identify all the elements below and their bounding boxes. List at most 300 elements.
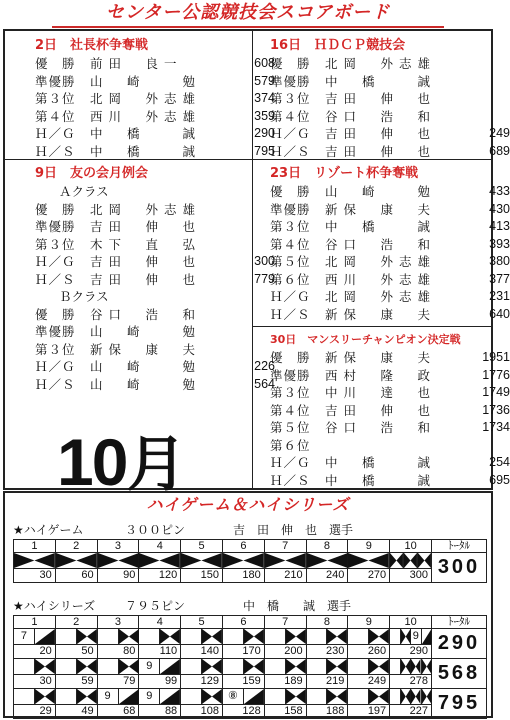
frame-marks [98, 629, 139, 644]
rank-label: 第３位 [35, 341, 76, 357]
strike-mark [244, 659, 264, 674]
result-row [270, 437, 510, 455]
player-name: 中川 達 也 [325, 385, 437, 400]
frame-cell [390, 629, 432, 659]
spare-mark [422, 629, 431, 644]
frame-cell [14, 553, 56, 583]
frame-marks [56, 689, 97, 704]
rank-label: 第４位 [270, 236, 311, 252]
frame-marks [56, 553, 97, 568]
frame-cumulative: 50 [56, 644, 97, 658]
total-score: 795 [432, 689, 487, 719]
player-name: 中 橋 誠 [90, 126, 202, 141]
frame-cell [97, 553, 139, 583]
pin-count [390, 659, 400, 674]
strike-mark [286, 659, 306, 674]
result-row [270, 367, 510, 385]
rank-label: Ｈ／Ｓ [35, 143, 76, 159]
frame-cell [264, 659, 306, 689]
row-divider-right [252, 326, 491, 327]
result-row [35, 108, 275, 126]
rank-label: Ｈ／Ｇ [270, 126, 311, 141]
result-row [270, 73, 510, 91]
player-name: 新保 康 夫 [325, 201, 437, 217]
section-day9 [35, 165, 275, 393]
player-name: 山 崎 勉 [90, 359, 202, 374]
frame-marks [390, 629, 431, 644]
result-row [270, 454, 510, 472]
strike-mark [327, 629, 347, 644]
score-value: 413 [489, 219, 510, 233]
strike-mark [411, 659, 421, 674]
player-name: 新保 康 夫 [325, 350, 437, 365]
results-board [3, 29, 510, 500]
frame-cumulative: 30 [14, 568, 55, 582]
frame-cumulative: 20 [14, 644, 55, 658]
spare-mark [35, 629, 55, 644]
rank-label: Ｈ／Ｓ [35, 376, 76, 392]
high-series-label: ★ハイシリーズ [13, 599, 96, 613]
frame-cell [390, 689, 432, 719]
frame-number: 4 [139, 540, 181, 553]
pin-count [223, 629, 244, 644]
frame-cell [97, 629, 139, 659]
frame-cell [306, 553, 348, 583]
pin-count [56, 659, 77, 674]
frame-number: 7 [264, 540, 306, 553]
rank-label: 第５位 [270, 254, 311, 269]
pin-count [265, 659, 286, 674]
strike-mark [98, 553, 139, 568]
frame-number: 6 [222, 616, 264, 629]
strike-mark [327, 659, 347, 674]
strike-mark [286, 689, 306, 704]
section-day16 [270, 37, 510, 160]
player-name: 木下 直 弘 [90, 236, 202, 252]
player-name: 中 橋 誠 [325, 472, 437, 488]
total-score: 568 [432, 659, 487, 689]
strike-mark [77, 629, 97, 644]
frame-marks [307, 629, 348, 644]
strike-mark [286, 629, 306, 644]
strike-mark [77, 659, 97, 674]
strike-mark [404, 553, 418, 568]
frame-number: 5 [181, 616, 223, 629]
score-value: 695 [489, 472, 510, 487]
pin-count [390, 689, 400, 704]
player-name: 吉田 伸 也 [90, 219, 202, 234]
rank-label: 優 勝 [35, 56, 76, 71]
player-name: 谷口 浩 和 [90, 306, 202, 322]
score-value: 359 [254, 108, 275, 123]
strike-mark [202, 629, 222, 644]
pin-count-text: 7 [20, 630, 28, 642]
strike-mark [369, 629, 389, 644]
total-header: ﾄｰﾀﾙ [432, 616, 487, 629]
rank-label: 第３位 [270, 91, 311, 106]
result-rows [35, 306, 275, 394]
result-row [35, 236, 275, 254]
frame-cell [14, 629, 56, 659]
result-row [35, 323, 275, 341]
rank-label: 第３位 [35, 236, 76, 252]
rank-label: 第６位 [270, 437, 311, 453]
strike-mark [401, 659, 411, 674]
player-name: 吉田 伸 也 [325, 91, 437, 106]
frame-cumulative: 79 [98, 674, 139, 688]
frame-marks [139, 553, 180, 568]
frame-marks [14, 553, 55, 568]
frame-cell [139, 659, 181, 689]
result-row [35, 306, 275, 324]
rank-label: 準優勝 [35, 219, 76, 234]
frame-cell [139, 553, 181, 583]
pin-count [139, 629, 160, 644]
frame-cell [306, 689, 348, 719]
total-score: 300 [432, 553, 487, 583]
rank-label: 第６位 [270, 271, 311, 287]
frame-cumulative: 189 [265, 674, 306, 688]
section-title: 2日 社長杯争奪戦 [35, 38, 149, 53]
score-value: 1749 [482, 385, 510, 399]
strike-mark [119, 629, 139, 644]
pin-count [56, 689, 77, 704]
pin-count [139, 689, 160, 704]
result-row [270, 306, 510, 324]
frame-marks [98, 659, 139, 674]
frame-cell [348, 629, 390, 659]
frame-marks [139, 629, 180, 644]
result-row [270, 384, 510, 402]
pin-count [56, 629, 77, 644]
month-label [57, 427, 184, 500]
frame-marks [265, 659, 306, 674]
score-value: 579 [254, 73, 275, 88]
frame-marks [223, 659, 264, 674]
frame-number: 10 [390, 540, 432, 553]
strike-mark [119, 659, 139, 674]
strike-mark [401, 629, 411, 644]
result-row [270, 125, 510, 143]
pin-count-text: 9 [104, 690, 111, 702]
result-row [270, 472, 510, 490]
frame-number: 10 [390, 616, 432, 629]
result-row [270, 236, 510, 254]
pin-count [223, 659, 244, 674]
frame-marks [307, 689, 348, 704]
player-name: 北岡 外志雄 [325, 289, 437, 304]
score-value: 795 [254, 143, 275, 158]
high-score-panel [3, 491, 493, 718]
frame-cumulative: 200 [265, 644, 306, 658]
result-row [35, 358, 275, 376]
score-value: 377 [489, 271, 510, 286]
rank-label: Ｈ／Ｇ [270, 289, 311, 304]
strike-mark [14, 553, 55, 568]
frame-cumulative: 59 [56, 674, 97, 688]
score-value: 290 [254, 126, 275, 140]
rank-label: 優 勝 [35, 201, 76, 217]
strike-mark [244, 629, 264, 644]
frame-number: 4 [139, 616, 181, 629]
rank-label: 準優勝 [35, 73, 76, 89]
player-name: 中 橋 誠 [325, 73, 437, 89]
strike-mark [422, 689, 431, 704]
result-row [35, 341, 275, 359]
strike-mark [327, 689, 347, 704]
result-rows [270, 183, 510, 323]
pin-count [307, 629, 328, 644]
score-value: 380 [489, 254, 510, 268]
frame-cumulative: 60 [56, 568, 97, 582]
frame-number: 8 [306, 540, 348, 553]
frame-cell [264, 689, 306, 719]
high-series-player: 中 橋 誠 選手 [243, 599, 352, 613]
strike-mark [35, 689, 55, 704]
frame-marks [223, 553, 264, 568]
pin-count [181, 689, 202, 704]
result-row [270, 90, 510, 108]
result-row [270, 183, 510, 201]
section-title: 23日 リゾート杯争奪戦 [270, 166, 419, 181]
strike-mark [390, 553, 404, 568]
section-title: 30日 マンスリーチャンピオン決定戦 [270, 333, 461, 346]
frame-cumulative: 170 [223, 644, 264, 658]
total-score: 290 [432, 629, 487, 659]
frame-cumulative: 110 [139, 644, 180, 658]
result-row [270, 288, 510, 306]
frame-cumulative: 129 [181, 674, 222, 688]
rank-label: Ｈ／Ｇ [35, 254, 76, 269]
frame-cell [348, 553, 390, 583]
pin-count [390, 629, 400, 644]
score-value: 779 [254, 271, 275, 286]
frame-cell [55, 553, 97, 583]
frame-cumulative: 158 [265, 704, 306, 718]
player-name: 北岡 外志雄 [325, 254, 437, 269]
result-row [270, 143, 510, 161]
frame-cumulative: 30 [14, 674, 55, 688]
frame-cumulative: 249 [348, 674, 389, 688]
high-game-label: ★ハイゲーム [13, 523, 84, 537]
frame-number: 5 [181, 540, 223, 553]
player-name: 北岡 外志雄 [90, 91, 202, 106]
frame-marks [390, 553, 431, 568]
frame-cumulative: 180 [223, 568, 264, 582]
player-name: 西川 外志雄 [325, 271, 437, 287]
rank-label: Ｈ／Ｓ [35, 271, 76, 287]
frame-number: 8 [306, 616, 348, 629]
player-name: 吉田 伸 也 [90, 271, 202, 287]
pin-count [14, 659, 35, 674]
frame-cell [97, 659, 139, 689]
frame-cell [306, 629, 348, 659]
pin-count [348, 689, 369, 704]
result-row [35, 55, 275, 73]
spare-mark [160, 659, 180, 674]
frame-cell [55, 689, 97, 719]
frame-cumulative: 197 [348, 704, 389, 718]
total-header: ﾄｰﾀﾙ [432, 540, 487, 553]
frame-number: 1 [14, 616, 56, 629]
score-value: 608 [254, 56, 275, 70]
high-series-scorecard [13, 615, 487, 719]
spare-mark [244, 689, 264, 704]
frame-cumulative: 290 [390, 644, 431, 658]
score-value: 430 [489, 201, 510, 216]
score-value: 1776 [482, 367, 510, 382]
result-row [35, 143, 275, 161]
strike-mark [202, 659, 222, 674]
class-b-heading: Ｂクラス [59, 289, 109, 304]
frame-number: 9 [348, 616, 390, 629]
pin-count [265, 689, 286, 704]
frame-marks [181, 553, 222, 568]
frame-number: 7 [264, 616, 306, 629]
player-name: 山 崎 勉 [325, 184, 437, 199]
rank-label: 準優勝 [270, 367, 311, 383]
frame-cumulative: 227 [390, 704, 431, 718]
frame-cell [97, 689, 139, 719]
frame-marks [14, 629, 55, 644]
result-row [35, 201, 275, 219]
result-row [270, 419, 510, 437]
strike-mark [422, 659, 431, 674]
frame-cumulative: 68 [98, 704, 139, 718]
player-name: 山 崎 勉 [90, 73, 202, 89]
rank-label: 優 勝 [270, 350, 311, 365]
frame-cell [181, 689, 223, 719]
rank-label: 第４位 [35, 108, 76, 124]
pin-count-text: 9 [412, 630, 419, 642]
frame-cumulative: 120 [139, 568, 180, 582]
frame-number: 1 [14, 540, 56, 553]
score-value: 254 [489, 455, 510, 469]
frame-marks [181, 629, 222, 644]
frame-cumulative: 128 [223, 704, 264, 718]
strike-mark [160, 629, 180, 644]
player-name: 山 崎 勉 [90, 324, 202, 339]
month-kanji: 月 [126, 430, 185, 500]
result-row [35, 271, 275, 289]
result-row [35, 90, 275, 108]
frame-marks [223, 689, 264, 704]
score-value: 1734 [482, 420, 510, 434]
score-value: 564 [254, 376, 275, 391]
frame-marks [14, 689, 55, 704]
rank-label: 第４位 [270, 402, 311, 418]
rank-label: 準優勝 [270, 201, 311, 217]
frame-cell [139, 629, 181, 659]
score-value: 393 [489, 236, 510, 251]
frame-cumulative: 150 [181, 568, 222, 582]
player-name: 西川 外志雄 [90, 108, 202, 124]
frame-marks [265, 629, 306, 644]
frame-cell [222, 689, 264, 719]
player-name: 前田 良一 [90, 56, 183, 71]
player-name: 谷口 浩 和 [325, 236, 437, 252]
strike-mark [181, 553, 222, 568]
score-value: 689 [489, 143, 510, 158]
frame-cumulative: 140 [181, 644, 222, 658]
frame-cumulative: 300 [390, 568, 431, 582]
result-row [270, 55, 510, 73]
frame-cumulative: 260 [348, 644, 389, 658]
rank-label: Ｈ／Ｇ [35, 126, 76, 141]
strike-mark [265, 553, 306, 568]
result-row [35, 218, 275, 236]
rank-label: 準優勝 [270, 73, 311, 89]
section-day30 [270, 331, 510, 489]
frame-cell [222, 629, 264, 659]
strike-mark [348, 553, 389, 568]
pin-count-text: 9 [146, 690, 153, 702]
rank-label: 第３位 [270, 219, 311, 234]
player-name: 谷口 浩 和 [325, 108, 437, 124]
pin-count [14, 629, 35, 644]
score-value: 226 [254, 359, 275, 373]
frame-cell [181, 553, 223, 583]
pin-count [307, 689, 328, 704]
strike-mark [223, 553, 264, 568]
frame-marks [98, 689, 139, 704]
frame-number: 2 [55, 616, 97, 629]
strike-mark [202, 689, 222, 704]
player-name: 吉田 伸 也 [325, 126, 437, 141]
frame-cell [181, 629, 223, 659]
strike-mark [401, 689, 411, 704]
rank-label: 準優勝 [35, 324, 76, 339]
strike-mark [418, 553, 431, 568]
pin-count [139, 659, 160, 674]
frame-marks [348, 553, 389, 568]
result-row [35, 376, 275, 394]
pin-count [98, 629, 119, 644]
player-name: 北岡 外志雄 [325, 56, 437, 71]
frame-cumulative: 90 [98, 568, 139, 582]
frame-marks [14, 659, 55, 674]
rank-label: 第３位 [35, 91, 76, 106]
frame-marks [348, 629, 389, 644]
frame-marks [390, 689, 431, 704]
pin-count [223, 689, 244, 704]
section-day2 [35, 37, 275, 160]
frame-cumulative: 88 [139, 704, 180, 718]
month-number: 10 [57, 425, 127, 499]
player-name: 谷口 浩 和 [325, 420, 437, 435]
result-rows [270, 349, 510, 489]
frame-cell [390, 553, 432, 583]
score-value: 1951 [482, 350, 510, 364]
player-name: 吉田 伸 也 [325, 402, 437, 418]
high-game-scorecard [13, 539, 487, 583]
pin-count [181, 629, 202, 644]
rank-label: Ｈ／Ｓ [270, 472, 311, 488]
pin-count [411, 629, 421, 644]
frame-marks [265, 553, 306, 568]
frame-cell [264, 553, 306, 583]
result-row [270, 201, 510, 219]
high-game-line [13, 523, 353, 538]
strike-mark [77, 689, 97, 704]
frame-cell [390, 659, 432, 689]
frame-marks [98, 553, 139, 568]
rank-label: 優 勝 [35, 306, 76, 322]
frame-marks [139, 689, 180, 704]
frame-marks [56, 629, 97, 644]
result-row [35, 125, 275, 143]
player-name: 中 橋 誠 [90, 143, 202, 159]
